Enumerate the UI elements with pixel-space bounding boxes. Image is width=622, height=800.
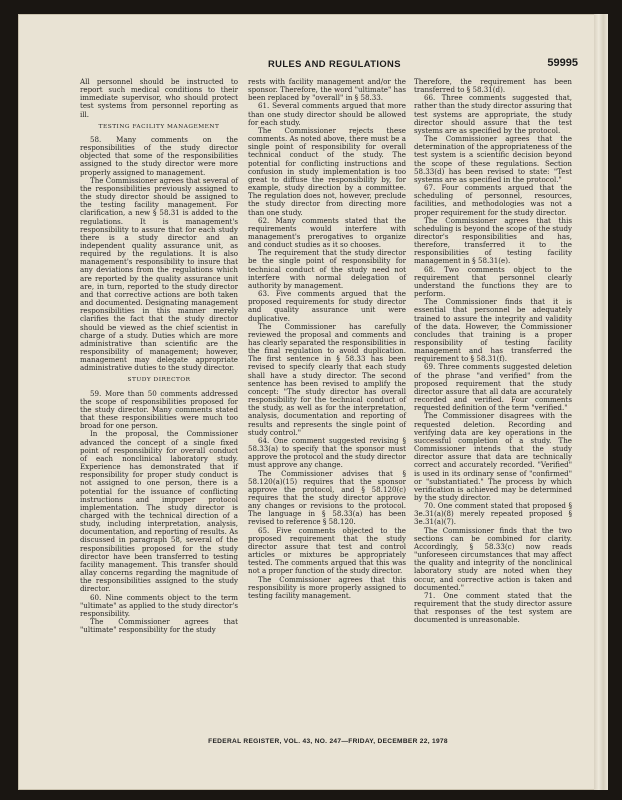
paragraph: 67. Four comments argued that the scheduling of personnel, resources, facilities, and methodologies was not a proper requirement for the study director. [414,183,572,217]
column-1 [80,78,238,634]
paragraph: The Commissioner agrees that this responsibility is more properly assigned to testing facility management. [248,574,406,600]
column-3 [414,78,572,624]
paragraph: 64. One comment suggested revising § 58.33(a) to specify that the sponsor must approve the protocol and the study director must approve any change. [248,435,406,470]
paragraph: 65. Five comments objected to the proposed requirement that the study director assure that test and control articles or mixtures be appropriately tested. The comments argued that this was not a proper function of the study director. [248,525,406,576]
paragraph: 71. One comment stated that the requirement that the study director assure that responses of the test system are documented is unreasonable. [414,590,572,625]
paragraph: 63. Five comments argued that the proposed requirements for study director and quality assurance unit were duplicative. [248,289,406,323]
header-page-number: 59995 [547,57,578,69]
paragraph: rests with facility management and/or the sponsor. Therefore, the word "ultimate" has been replaced by "overall" in § 58.33. [248,77,406,103]
paragraph: In the proposal, the Commissioner advanced the concept of a single fixed point of responsibility for overall conduct of each nonclinical laboratory study. Experience has demonstrated that if responsibility for proper study conduct is not assigned to one person, there is a potential for the issuance of conflicting instructions and improper protocol implementation. The study director is charged with the technical direction of a study, including interpretation, analysis, documentation, and reporting of results. As discussed in paragraph 58, several of the responsibilities proposed for the study director have been transferred to testing facility management. This transfer should allay concerns regarding the magnitude of the responsibilities assigned to the study director. [80,429,238,594]
paragraph: The Commissioner agrees that this scheduling is beyond the scope of the study director's responsibilities and has, therefore, transferred it to the responsibilities of testing facility management in § 58.31(e). [414,215,572,266]
paragraph: The Commissioner agrees that "ultimate" responsibility for the study [80,617,238,635]
paragraph: The Commissioner disagrees with the requested deletion. Recording and verifying data are key operations in the successful completion of a study. The Commissioner intends that the study director assure that data are technically correct and accurately recorded. "Verified" is used in its ordinary sense of "confirmed" or "substantiated." The process by which verification is achieved may be determined by the study director. [414,411,572,502]
page-footer: FEDERAL REGISTER, VOL. 43, NO. 247—FRIDAY, DECEMBER 22, 1978 [208,738,448,745]
text-columns [80,78,578,738]
paragraph: The Commissioner advises that § 58.120(a)(15) requires that the sponsor approve the protocol, and § 58.120(c) requires that the study director approve any changes or revisions to the protocol. The language in § 58.33(a) has been revised to reference § 58.120. [248,468,406,527]
section-heading-study-director: STUDY DIRECTOR [127,377,191,384]
document-page [18,14,608,790]
page-header [78,58,586,72]
paragraph: The Commissioner agrees that the determination of the appropriateness of the test system is a scientific decision beyond the scope of these regulations. Section 58.33(d) has been revised to state: "Test systems are as specified in the protocol." [414,134,572,184]
paragraph: 68. Two comments object to the requirement that personnel clearly understand the functions they are to perform. [414,264,572,299]
paragraph: 62. Many comments stated that the requirements would interfere with management's prerogatives to organize and conduct studies as it so chooses. [248,215,406,250]
paragraph: The Commissioner has carefully reviewed the proposal and comments and has clearly separated the responsibilities in the final regulation to avoid duplication. The first sentence in § 58.33 has been revised to specify clearly that each study shall have a study director. The second sentence has been revised to amplify the concept: "The study director has overall responsibility for the technical conduct of the study, as well as for the interpretation, analysis, documentation and reporting of results and represents the single point of study control." [248,321,406,437]
section-heading-testing-facility-management: TESTING FACILITY MANAGEMENT [98,123,220,130]
paragraph: 58. Many comments on the responsibilities of the study director objected that some of the responsibilities assigned to the study director were more properly assigned to management. [80,134,238,177]
paragraph: The Commissioner finds that the two sections can be combined for clarity. Accordingly, § 58.33(c) now reads "unforeseen circumstances that may affect the quality and integrity of the nonclinical laboratory study are noted when they occur, and corrective action is taken and documented." [414,525,572,592]
paragraph: The Commissioner finds that it is essential that personnel be adequately trained to assure the integrity and validity of the data. However, the Commissioner concludes that training is a proper responsibility of testing facility management and has transferred the requirement to § 58.31(f). [414,297,572,364]
column-2 [248,78,406,600]
paragraph: Therefore, the requirement has been transferred to § 58.31(d). [414,77,572,95]
paragraph: 61. Several comments argued that more than one study director should be allowed for each study. [248,101,406,127]
paragraph: 59. More than 50 comments addressed the scope of responsibilities proposed for the study director. Many comments stated that these responsibilities were much too broad for one person. [80,388,238,431]
paragraph: 60. Nine comments object to the term "ultimate" as applied to the study director's responsibility. [80,592,238,618]
header-title: RULES AND REGULATIONS [268,58,401,69]
stacked-page-edges [594,14,608,790]
paragraph: All personnel should be instructed to report such medical conditions to their immediate supervisor, who should protect test systems from personnel reporting as ill. [80,77,238,119]
paragraph: The requirement that the study director be the single point of responsibility for technical conduct of the study need not interfere with normal delegation of authority by management. [248,248,406,290]
paragraph: 66. Three comments suggested that, rather than the study director assuring that test systems are appropriate, the study director should assure that the test systems are as specified by the protocol. [414,93,572,135]
paragraph: 70. One comment stated that proposed § 3e.31(a)(8) merely repeated proposed § 3e.31(a)(7). [414,501,572,527]
paragraph: The Commissioner agrees that several of the responsibilities previously assigned to the study director should be assigned to the testing facility management. For clarification, a new § 58.31 is added to the regulations. It is management's responsibility to assure that for each study there is a study director and an independent quality assurance unit, as required by the regulations. It is also management's responsibility to insure that any deviations from the regulations which are reported by the quality assurance unit are, in turn, reported to the study director and that corrective actions are both taken and documented. Designating management responsibilities in this manner merely clarifies the fact that the study director should be viewed as the chief scientist in charge of a study. Duties which are more administrative than scientific are the responsibility of management; however, management may delegate appropriate administrative duties to the study director. [80,175,238,373]
paragraph: The Commissioner rejects these comments. As noted above, there must be a single point of responsibility for overall technical conduct of the study. The potential for conflicting instructions and confusion in study implementation is too great to diffuse the responsibility by, for example, study direction by a committee. The regulation does not, however, preclude the study director from directing more than one study. [248,125,406,217]
paragraph: 69. Three comments suggested deletion of the phrase "and verified" from the proposed requirement that the study director assure that all data are accurately recorded and verified. Four comments requested definition of the term "verified." [414,362,572,413]
